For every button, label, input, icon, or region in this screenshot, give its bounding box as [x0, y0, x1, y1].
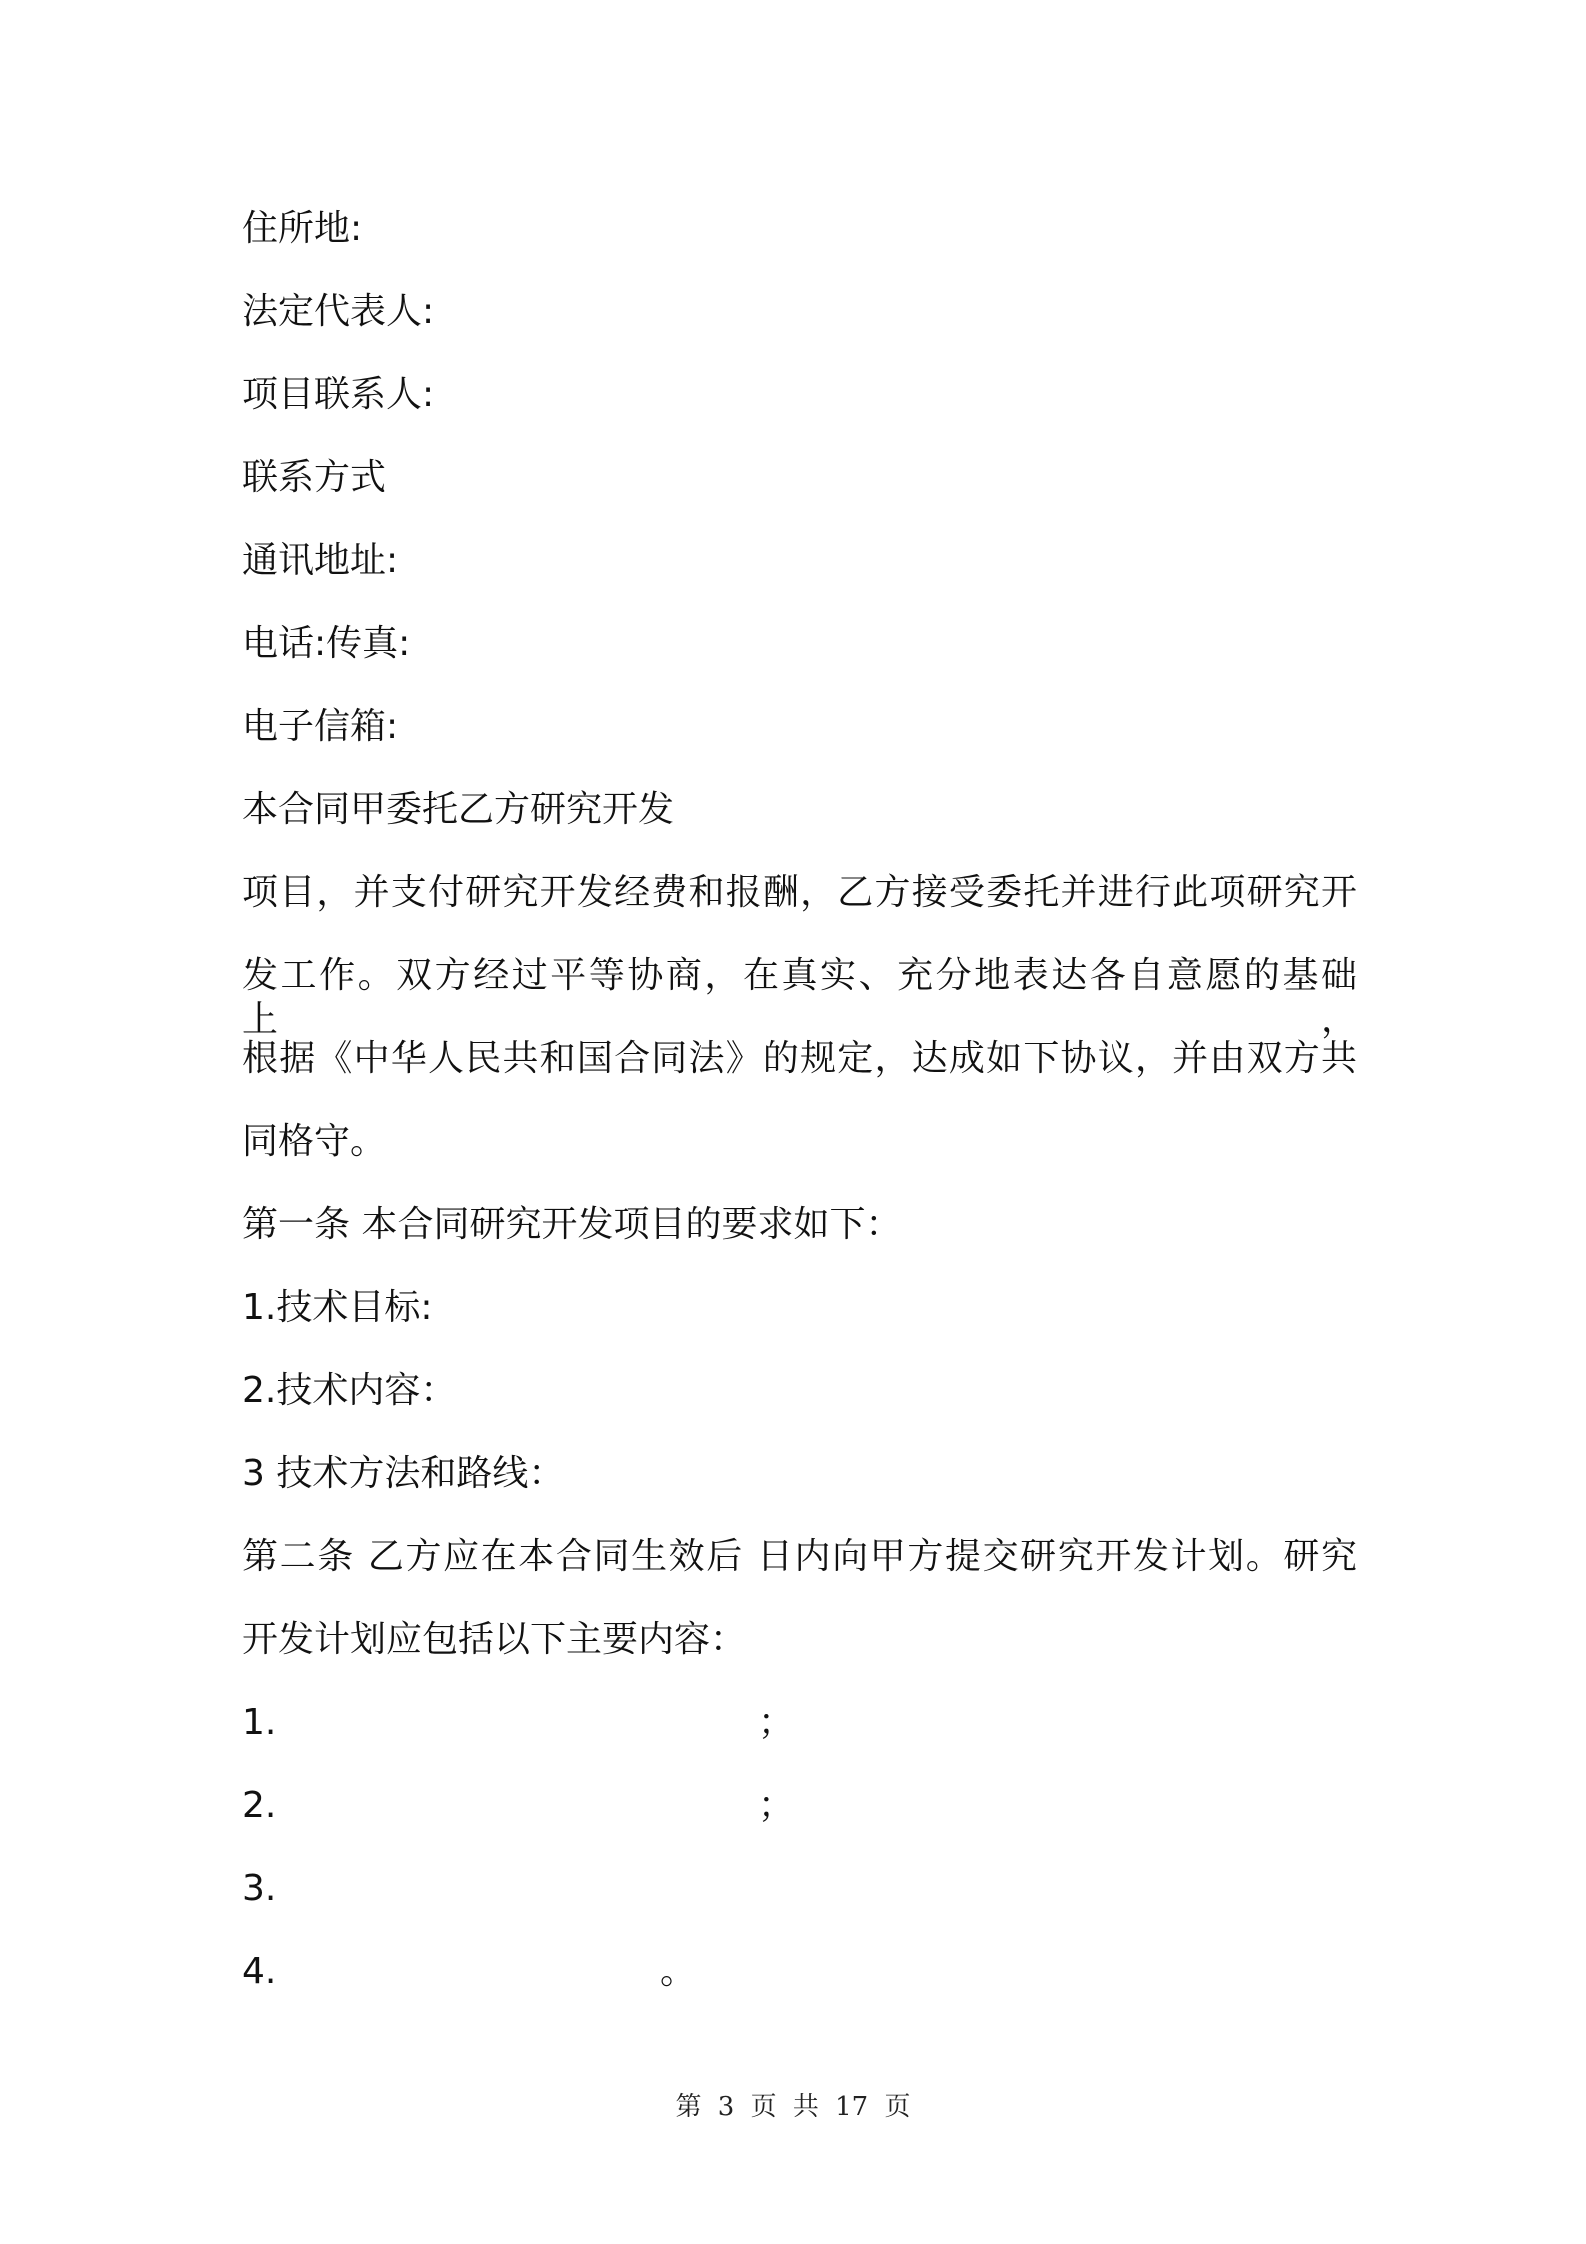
article-1-item-2: 2.技术内容： [242, 1370, 457, 1411]
intro-line-2: 项目，并支付研究开发经费和报酬，乙方接受委托并进行此项研究开 [242, 872, 1357, 913]
intro-line-3: 发工作。双方经过平等协商，在真实、充分地表达各自意愿的基础上， [242, 955, 1357, 1040]
plan-item-punctuation: ； [758, 1785, 795, 1826]
field-phone-fax: 电话:传真: [242, 623, 411, 664]
field-address: 住所地: [242, 208, 363, 249]
plan-item-number: 4. [242, 1951, 277, 1992]
plan-item [242, 1950, 942, 1994]
article-1-item-3: 3 技术方法和路线： [242, 1453, 565, 1494]
intro-line-4: 根据《中华人民共和国合同法》的规定，达成如下协议，并由双方共 [242, 1038, 1357, 1079]
plan-item-number: 2. [242, 1785, 277, 1826]
plan-item [242, 1701, 942, 1745]
field-mail-address: 通讯地址: [242, 540, 399, 581]
article-1-item-1: 1.技术目标: [242, 1287, 433, 1328]
intro-line-1: 本合同甲委托乙方研究开发 [242, 789, 675, 830]
plan-item-punctuation: 。 [660, 1951, 697, 1992]
plan-item [242, 1867, 942, 1911]
article-1-title: 第一条 本合同研究开发项目的要求如下： [242, 1204, 902, 1245]
page-number-footer: 第 3 页 共 17 页 [675, 2092, 911, 2122]
field-legal-representative: 法定代表人: [242, 291, 435, 332]
intro-line-5: 同格守。 [242, 1121, 387, 1162]
field-contact-method: 联系方式 [242, 457, 387, 498]
plan-item [242, 1784, 942, 1828]
article-2-line-2: 开发计划应包括以下主要内容： [242, 1619, 747, 1660]
plan-item-number: 1. [242, 1702, 277, 1743]
field-email: 电子信箱: [242, 706, 399, 747]
plan-item-punctuation: ； [758, 1702, 795, 1743]
article-2-line-1: 第二条 乙方应在本合同生效后 日内向甲方提交研究开发计划。研究 [242, 1536, 1357, 1577]
plan-item-number: 3. [242, 1868, 277, 1909]
field-project-contact: 项目联系人: [242, 374, 435, 415]
